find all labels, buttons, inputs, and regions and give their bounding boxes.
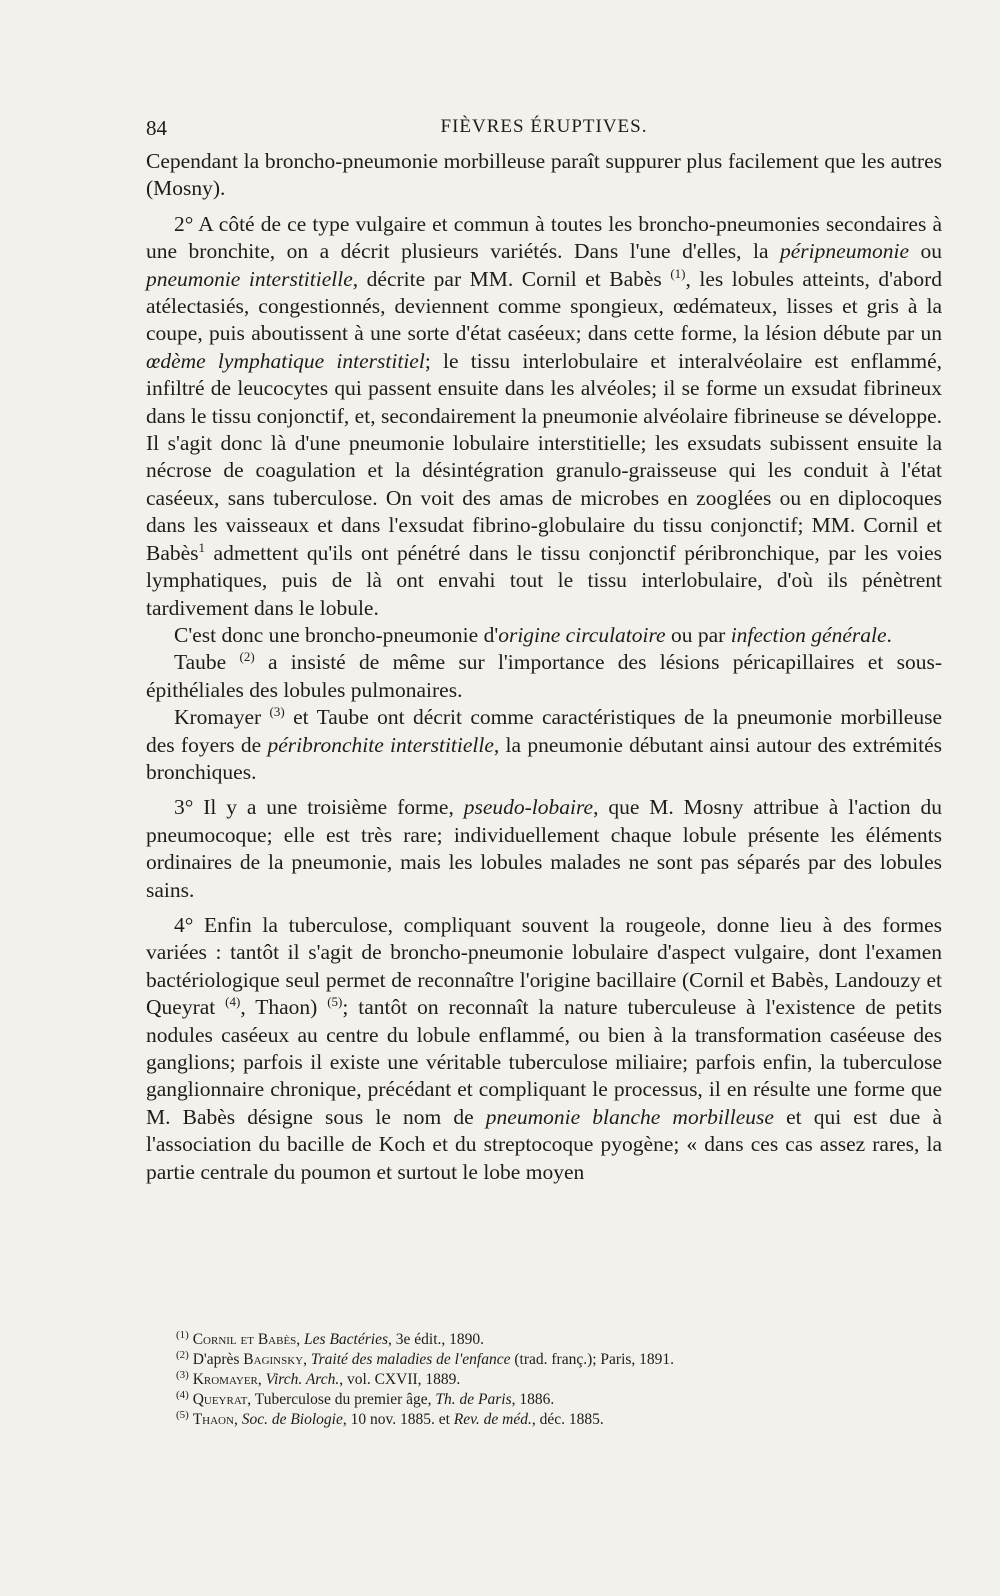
paragraph (146, 148, 942, 203)
text-span: a insisté de même sur l'importance des lésions péricapillaires et sous-épithéliales des lobules pulmonaires. (146, 650, 942, 702)
footnote-author: Baginsky (243, 1351, 304, 1368)
italic-term: pseudo-lobaire (463, 795, 594, 820)
text-span: Taube (174, 650, 240, 675)
text-span: , 1886. (511, 1391, 555, 1408)
footnote-author: Kromayer (192, 1371, 258, 1388)
text-span: , 10 nov. 1885. et (342, 1411, 454, 1428)
footnote-mark: (5) (176, 1408, 189, 1421)
text-span: . (886, 622, 892, 647)
footnote-mark: (4) (176, 1388, 189, 1401)
footnote-work: Les Bactéries (304, 1331, 388, 1348)
footnote-5 (176, 1410, 936, 1430)
footnote-work: Rev. de méd. (453, 1411, 532, 1428)
text-span: Kromayer (174, 705, 270, 730)
footnote-reference: 1 (198, 539, 206, 555)
text-span: et qui est due à l'association du bacille de Koch et du streptocoque pyogène; « dans ces cas assez rares, la partie centrale du poumon et surtout le lobe moyen (146, 1104, 942, 1184)
paragraph (146, 912, 942, 1186)
footnote-mark: (1) (176, 1328, 189, 1341)
italic-term: infection générale (730, 622, 887, 647)
paragraph (146, 622, 942, 649)
footnote-reference: (4) (225, 994, 241, 1010)
footnote-work: Virch. Arch. (265, 1371, 340, 1388)
body-text (146, 148, 942, 1186)
footnote-work: Soc. de Biologie (241, 1411, 343, 1428)
text-span: admettent qu'ils ont pénétré dans le tissu conjonctif péribronchique, par les voies lymphatiques, puis de là ont envahi tout le tissu interlobulaire, d'où ils pénètrent tardivement dans le lobule. (146, 540, 942, 620)
text-span: 4° Enfin la tuberculose, compliquant souvent la rougeole, donne lieu à des formes variées : tantôt il s'agit de broncho-pneumonie lobulaire d'aspect vulgaire, dont l'examen bactériologique seul permet de reconnaître l'origine bacillaire (Cornil et Babès, Landouzy et Queyrat (146, 912, 942, 1020)
text-span: , déc. 1885. (531, 1411, 604, 1428)
italic-term: péribronchite interstitielle (267, 732, 494, 757)
text-span: , (257, 1371, 266, 1388)
italic-term: œdème lymphatique interstitiel (146, 348, 425, 373)
text-span: Cependant la broncho-pneumonie morbilleuse paraît suppurer plus facilement que les autres (Mosny). (146, 149, 942, 201)
text-span: , 3e édit., 1890. (388, 1331, 484, 1348)
paragraph (146, 649, 942, 704)
footnote-work: Traité des maladies de l'enfance (310, 1351, 511, 1368)
text-span: , (303, 1351, 311, 1368)
text-span: , décrite par MM. Cornil et Babès (352, 266, 671, 291)
text-span: , Tuberculose du premier âge, (247, 1391, 436, 1408)
footnote-author: Queyrat (192, 1391, 248, 1408)
footnote-reference: (5) (327, 994, 343, 1010)
paragraph (146, 794, 942, 904)
footnotes (176, 1330, 936, 1430)
text-span: , la pneumonie débutant ainsi autour des extrémités bronchiques. (146, 732, 942, 784)
paragraph (146, 211, 942, 622)
footnote-mark: (3) (176, 1368, 189, 1381)
italic-term: péripneumonie (780, 239, 909, 264)
text-span: , (233, 1411, 242, 1428)
italic-term: origine circulatoire (498, 622, 666, 647)
text-span: ; le tissu interlobulaire et interalvéolaire est enflammé, infiltré de leucocytes qui passent ensuite dans les alvéoles; il se forme un exsudat fibrineux dans le tissu conjonctif, et, secondairement la pneumonie alvéolaire fibrineuse se développe. Il s'agit donc là d'une pneumonie lobulaire interstitielle; les exsudats subissent ensuite la nécrose de coagulation et la désintégration granulo-graisseuse qui les conduit à l'état caséeux, sans tuberculose. On voit des amas de microbes en zooglées ou en diplocoques dans les vaisseaux et dans l'exsudat fibrino-globulaire du tissu conjonctif; MM. Cornil et Babès (146, 348, 942, 565)
footnote-reference: (2) (239, 649, 255, 665)
paragraph (146, 704, 942, 786)
text-span: , que M. Mosny attribue à l'action du pneumocoque; elle est très rare; individuellement chaque lobule présente les éléments ordinaires de la pneumonie, mais les lobules malades ne sont pas séparés par des lobules sains. (146, 795, 942, 902)
text-span: , Thaon) (240, 995, 328, 1020)
footnote-mark: (2) (176, 1348, 189, 1361)
text-span: , (296, 1331, 305, 1348)
footnote-reference: (1) (670, 265, 686, 281)
footnote-author: Thaon (192, 1411, 234, 1428)
text-span: 3° Il y a une troisième forme, (174, 795, 464, 820)
text-span: C'est donc une broncho-pneumonie d' (174, 622, 499, 647)
running-title: FIÈVRES ÉRUPTIVES. (440, 116, 648, 137)
text-span: D'après (192, 1351, 244, 1368)
italic-term: pneumonie interstitielle (146, 266, 353, 291)
text-span: 2° A côté de ce type vulgaire et commun à toutes les broncho-pneumonies secondaires à une bronchite, on a décrit plusieurs variétés. Dans l'une d'elles, la (146, 211, 942, 264)
footnote-author: Cornil et Babès (192, 1331, 297, 1348)
footnote-3 (176, 1370, 936, 1390)
footnote-4 (176, 1390, 936, 1410)
footnote-reference: (3) (269, 703, 285, 719)
text-span: et Taube ont décrit comme caractéristiques de la pneumonie morbilleuse des foyers de (146, 705, 943, 757)
footnote-1 (176, 1330, 936, 1350)
text-span: , les lobules atteints, d'abord atélectasiés, congestionnés, deviennent comme spongieux, œdémateux, lisses et gris à la coupe, puis aboutissent à une sorte d'état caséeux; dans cette forme, la lésion débute par un (146, 266, 942, 346)
page-number: 84 (146, 116, 167, 140)
footnote-work: Th. de Paris (435, 1391, 512, 1408)
text-span: (trad. franç.); Paris, 1891. (510, 1351, 675, 1368)
running-head (146, 116, 942, 144)
text-span: ; tantôt on reconnaît la nature tuberculeuse à l'existence de petits nodules caséeux au centre du lobule enflammé, ou bien à la transformation caséeuse des ganglions; parfois il existe une véritable tuberculose miliaire; parfois enfin, la tuberculose ganglionnaire chronique, précédant et compliquant le processus, il en résulte une forme que M. Babès désigne sous le nom de (146, 995, 942, 1129)
footnote-2 (176, 1350, 936, 1370)
italic-term: pneumonie blanche morbilleuse (485, 1104, 774, 1129)
text-span: , vol. CXVII, 1889. (339, 1371, 461, 1388)
text-span: ou par (665, 622, 731, 647)
text-span: ou (908, 239, 942, 264)
